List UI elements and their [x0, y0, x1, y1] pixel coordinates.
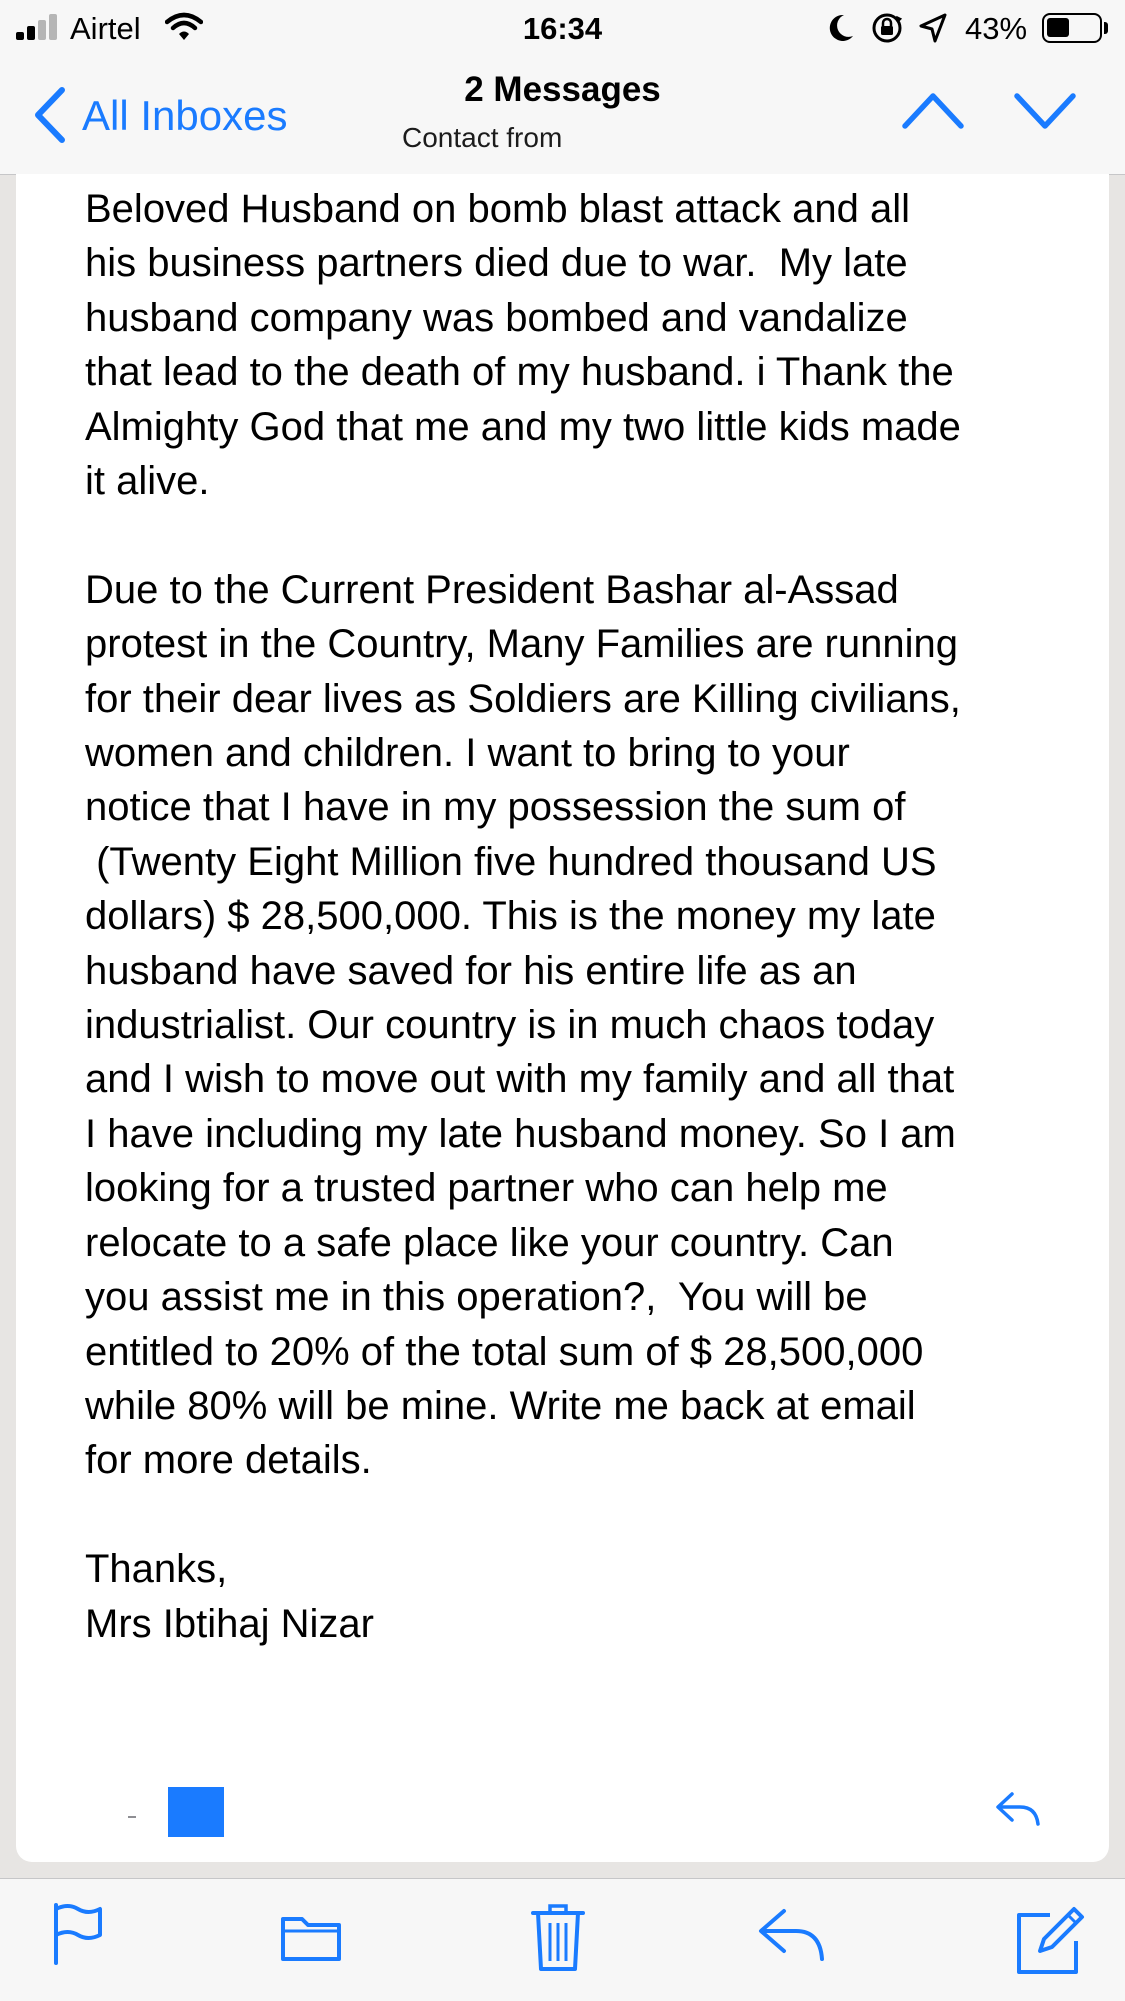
carrier-name: Airtel: [70, 11, 141, 46]
message-line: you assist me in this operation?, You will be: [85, 1275, 868, 1320]
message-paragraph: [85, 182, 1075, 508]
battery-terminal: [1104, 22, 1108, 34]
message-line: relocate to a safe place like your country. Can: [85, 1220, 894, 1265]
status-bar: [0, 0, 1125, 56]
message-line: and I wish to move out with my family and all that: [85, 1057, 955, 1102]
trash-icon[interactable]: [530, 1901, 586, 1973]
battery-icon: [1042, 13, 1102, 43]
chevron-down-icon[interactable]: [1012, 86, 1078, 134]
chevron-up-icon[interactable]: [900, 86, 966, 134]
message-paragraph: [85, 1542, 1075, 1651]
back-button-label: All Inboxes: [82, 92, 288, 139]
message-line: that lead to the death of my husband. i Thank the: [85, 350, 954, 395]
page-title: 2 Messages: [464, 70, 661, 109]
message-line: husband company was bombed and vandalize: [85, 295, 908, 340]
message-nav-bar: [0, 56, 1125, 175]
message-line: while 80% will be mine. Write me back at email: [85, 1383, 916, 1428]
status-time: 16:34: [522, 11, 603, 46]
message-card: [16, 174, 1109, 1862]
reply-icon[interactable]: [994, 1788, 1042, 1828]
compose-icon[interactable]: [1010, 1901, 1086, 1977]
paragraph-spacer: [85, 508, 1075, 562]
message-line: industrialist. Our country is in much chaos today: [85, 1003, 935, 1048]
reply-icon[interactable]: [756, 1901, 828, 1967]
message-line: I have including my late husband money. So I am: [85, 1111, 956, 1156]
chevron-left-icon: [32, 86, 68, 144]
message-line: Mrs Ibtihaj Nizar: [85, 1601, 374, 1646]
battery-level: [1047, 18, 1069, 37]
moon-icon: [826, 12, 856, 44]
message-paragraph: [85, 563, 1075, 1488]
message-line: Due to the Current President Bashar al-Assad: [85, 567, 899, 612]
message-line: (Twenty Eight Million five hundred thousand US: [85, 839, 937, 884]
flag-icon[interactable]: [50, 1901, 106, 1967]
message-line: for more details.: [85, 1438, 372, 1483]
message-line: husband have saved for his entire life as an: [85, 948, 857, 993]
page-subtitle: Contact from: [402, 122, 563, 153]
folder-icon[interactable]: [280, 1901, 342, 1967]
redaction-mask: [583, 116, 778, 160]
attachment-marker: [128, 1816, 136, 1818]
bottom-toolbar: [0, 1878, 1125, 2001]
paragraph-spacer: [85, 1488, 1075, 1542]
message-line: it alive.: [85, 459, 210, 504]
message-line: dollars) $ 28,500,000. This is the money my late: [85, 894, 936, 939]
message-line: Thanks,: [85, 1547, 228, 1592]
message-line: Beloved Husband on bomb blast attack and all: [85, 187, 910, 231]
attachment-thumbnail[interactable]: [168, 1787, 224, 1837]
location-arrow-icon: [918, 12, 948, 44]
message-line: looking for a trusted partner who can help me: [85, 1166, 888, 1211]
message-line: women and children. I want to bring to your: [85, 731, 850, 776]
message-line: entitled to 20% of the total sum of $ 28,500,000: [85, 1329, 924, 1374]
message-line: for their dear lives as Soldiers are Killing civilians,: [85, 676, 961, 721]
battery-percentage: 43%: [965, 11, 1028, 46]
message-line: his business partners died due to war. My late: [85, 241, 908, 286]
message-line: notice that I have in my possession the sum of: [85, 785, 906, 830]
message-line: protest in the Country, Many Families are running: [85, 622, 958, 667]
message-line: Almighty God that me and my two little kids made: [85, 404, 961, 449]
message-body: [85, 182, 1075, 1651]
orientation-lock-icon: [870, 11, 904, 45]
